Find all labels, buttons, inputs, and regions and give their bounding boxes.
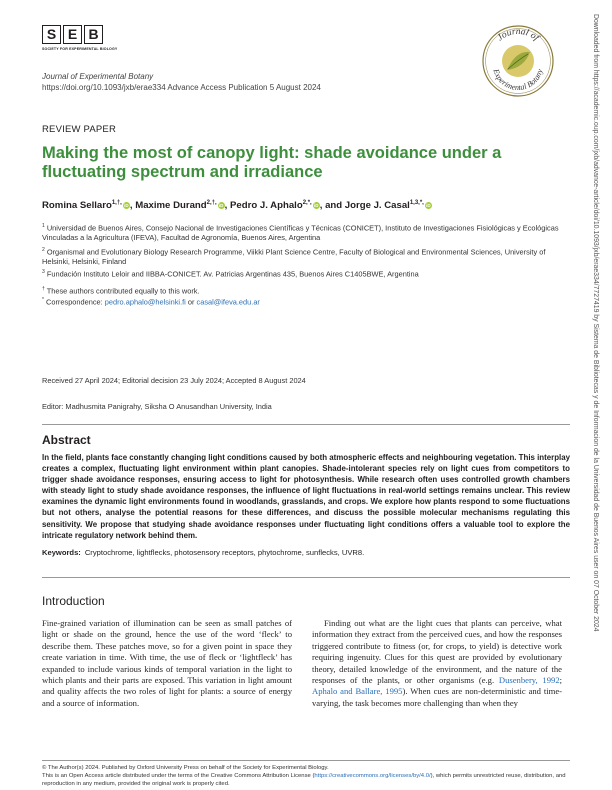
author-name[interactable]: Romina Sellaro [42,200,112,212]
introduction-heading: Introduction [42,594,105,608]
intro-paragraph [312,618,562,709]
logo-subtitle: SOCIETY FOR EXPERIMENTAL BIOLOGY [42,47,118,51]
author-name[interactable]: Maxime Durand [135,200,207,212]
doi-line[interactable]: https://doi.org/10.1093/jxb/erae334 Advance Access Publication 5 August 2024 [42,83,321,92]
affiliation-text: Fundación Instituto Leloir and IIBBA-CONICET. Av. Patricias Argentinas 435, Buenos Aires C1405BWE, Argentina [44,269,419,279]
affiliation [42,221,562,243]
license-text-a: This is an Open Access article distributed under the terms of the Creative Commons Attribution License ( [42,773,315,779]
divider [42,577,570,578]
equal-contribution-note: † These authors contributed equally to this work. [42,286,200,296]
editor-line: Editor: Madhusmita Panigrahy, Siksha O Anusandhan University, India [42,402,272,411]
affiliation-text: Universidad de Buenos Aires, Consejo Nacional de Investigaciones Científicas y Técnicas (CONICET), Instituto de Investigaciones Fisiológicas y Ecológicas Vinculadas a la Agricultura (IFEVA), Facultad de Agronomía, Buenos Aires, Argentina [42,223,559,243]
keywords-label: Keywords: [42,548,81,557]
keywords-text: Cryptochrome, lightflecks, photosensory receptors, phytochrome, sunflecks, UVR8. [84,548,365,557]
abstract-heading: Abstract [42,433,91,447]
article-title: Making the most of canopy light: shade avoidance under a fluctuating spectrum and irradiance [42,144,502,181]
download-note-text: Downloaded from https://academic.oup.com/jxb/advance-article/doi/10.1093/jxb/erae334/7727419 by Sistema de Bibliotecas y de Informacion de la Universidad de Buenos Aires user on 07 October 2024 [592,14,599,632]
download-note [587,14,601,774]
intro-right-column [312,618,562,709]
equal-contribution-text: These authors contributed equally to this work. [46,286,200,296]
seb-logo [42,25,103,44]
citation-link[interactable]: Dusenbery, 1992 [498,675,560,686]
affiliation-sup: 3 [42,269,45,275]
logo-letter-s: S [42,25,61,44]
affiliation-sup: 1 [42,223,45,229]
author-sup: 1,†, [111,200,122,206]
orcid-icon[interactable]: iD [218,203,224,209]
seal-text-bottom: Experimental Botany [491,67,545,93]
logo-letter-b: B [84,25,103,44]
intro-paragraph: Fine-grained variation of illumination can be seen as small patches of light or shade on the ground, hence the use of the word ‘fleck’ to describe them. These patches move, so for a given point in space they create variation in time. With time, the use of fleck or ‘lightfleck’ has expanded to include various kinds of temporal variation in the light to which plants and their parts are exposed. This variation in light amount and quality affects the two roles of light for plants: a source of energy and a source of information. [42,618,292,708]
article-type-label: REVIEW PAPER [42,124,117,135]
journal-seal [481,24,555,98]
journal-name: Journal of Experimental Botany [42,72,154,81]
license-link[interactable]: https://creativecommons.org/licenses/by/4.0/ [314,773,431,779]
orcid-icon[interactable]: iD [426,203,431,209]
author-sup: 2,†, [206,200,217,206]
received-dates: Received 27 April 2024; Editorial decision 23 July 2024; Accepted 8 August 2024 [42,376,306,385]
email-link-casal[interactable]: casal@ifeva.edu.ar [196,297,260,307]
affiliation [42,267,562,279]
citation-separator: ; [559,675,563,686]
correspondence-note: * Correspondence: pedro.aphalo@helsinki.fi or casal@ifeva.edu.ar [42,297,260,307]
footer-divider [42,760,570,761]
orcid-icon[interactable]: iD [313,203,319,209]
footer-copyright: © The Author(s) 2024. Published by Oxford University Press on behalf of the Society for Experimental Biology. [42,765,329,771]
footer-license [42,772,572,789]
citation-link[interactable]: Aphalo and Ballare, 1995 [312,686,403,697]
correspondence-label: Correspondence: [46,297,105,307]
intro-text-a: Finding out what are the light cues that plants can perceive, what information they extract from the perceived cues, and how the responses triggered contribute to fitness (or, for crops, to yield) is detective work requiring ingenuity. Clues for this quest are provided by evolutionary theory, detailed knowledge of the environment, and the nature of the responses of the plants, or other organisms (e.g. [312,618,562,686]
affiliation-text: Organismal and Evolutionary Biology Research Programme, Viikki Plant Science Centre, Faculty of Biological and Environmental Sciences, University of Helsinki, Helsinki, Finland [42,247,546,267]
author-name[interactable]: and Jorge J. Casal [325,200,410,212]
keywords [42,548,364,557]
seal-text-top: Journal of [495,26,541,44]
author-sup: 1,3,*, [409,200,424,206]
email-separator: or [185,297,197,307]
affiliation [42,245,562,267]
intro-text-b: ). When cues are non-deterministic and time-varying, the task becomes more challenging than when they [312,686,562,708]
divider [42,424,570,425]
logo-letter-e: E [63,25,82,44]
intro-left-column [42,618,292,709]
email-link-aphalo[interactable]: pedro.aphalo@helsinki.fi [104,297,186,307]
author-sup: 2,*, [302,200,312,206]
author-list: Romina Sellaro$^{1,\dagger,}$ iD, Maxime Durand$^{2,\dagger,}$ iD, Pedro J. Aphalo$^{2,*,}$ iD, and Jorge J. Casal$^{1,3,*,}$ iD [42,200,431,212]
license-text-b: ), which permits unrestricted reuse, distribution, and reproduction in any medium, provided the original work is properly cited. [42,773,566,788]
affiliation-sup: 2 [42,247,45,253]
abstract-body: In the field, plants face constantly changing light conditions caused by both atmospheric effects and neighbouring vegetation. This interplay creates a complex, fluctuating light environment within plant canopies. Shade-intolerant species rely on light cues from competitors to trigger shade avoidance responses, ensuring access to light for photosynthesis. While research often uses controlled growth chambers with steady light to study shade avoidance responses, the influence of light fluctuations in real-world settings remains unclear. This review examines the dynamic light environments found in woodlands, grasslands, and crops. We explore how plants respond to some fluctuations but not others, analyse the potential reasons for these differences, and discuss the possible molecular mechanisms regulating this sensitivity. We propose that studying shade avoidance responses under fluctuating light conditions offers a valuable tool to explore the intricate regulatory network behind them. [42,453,570,540]
author-name[interactable]: Pedro J. Aphalo [230,200,303,212]
orcid-icon[interactable]: iD [124,203,129,209]
